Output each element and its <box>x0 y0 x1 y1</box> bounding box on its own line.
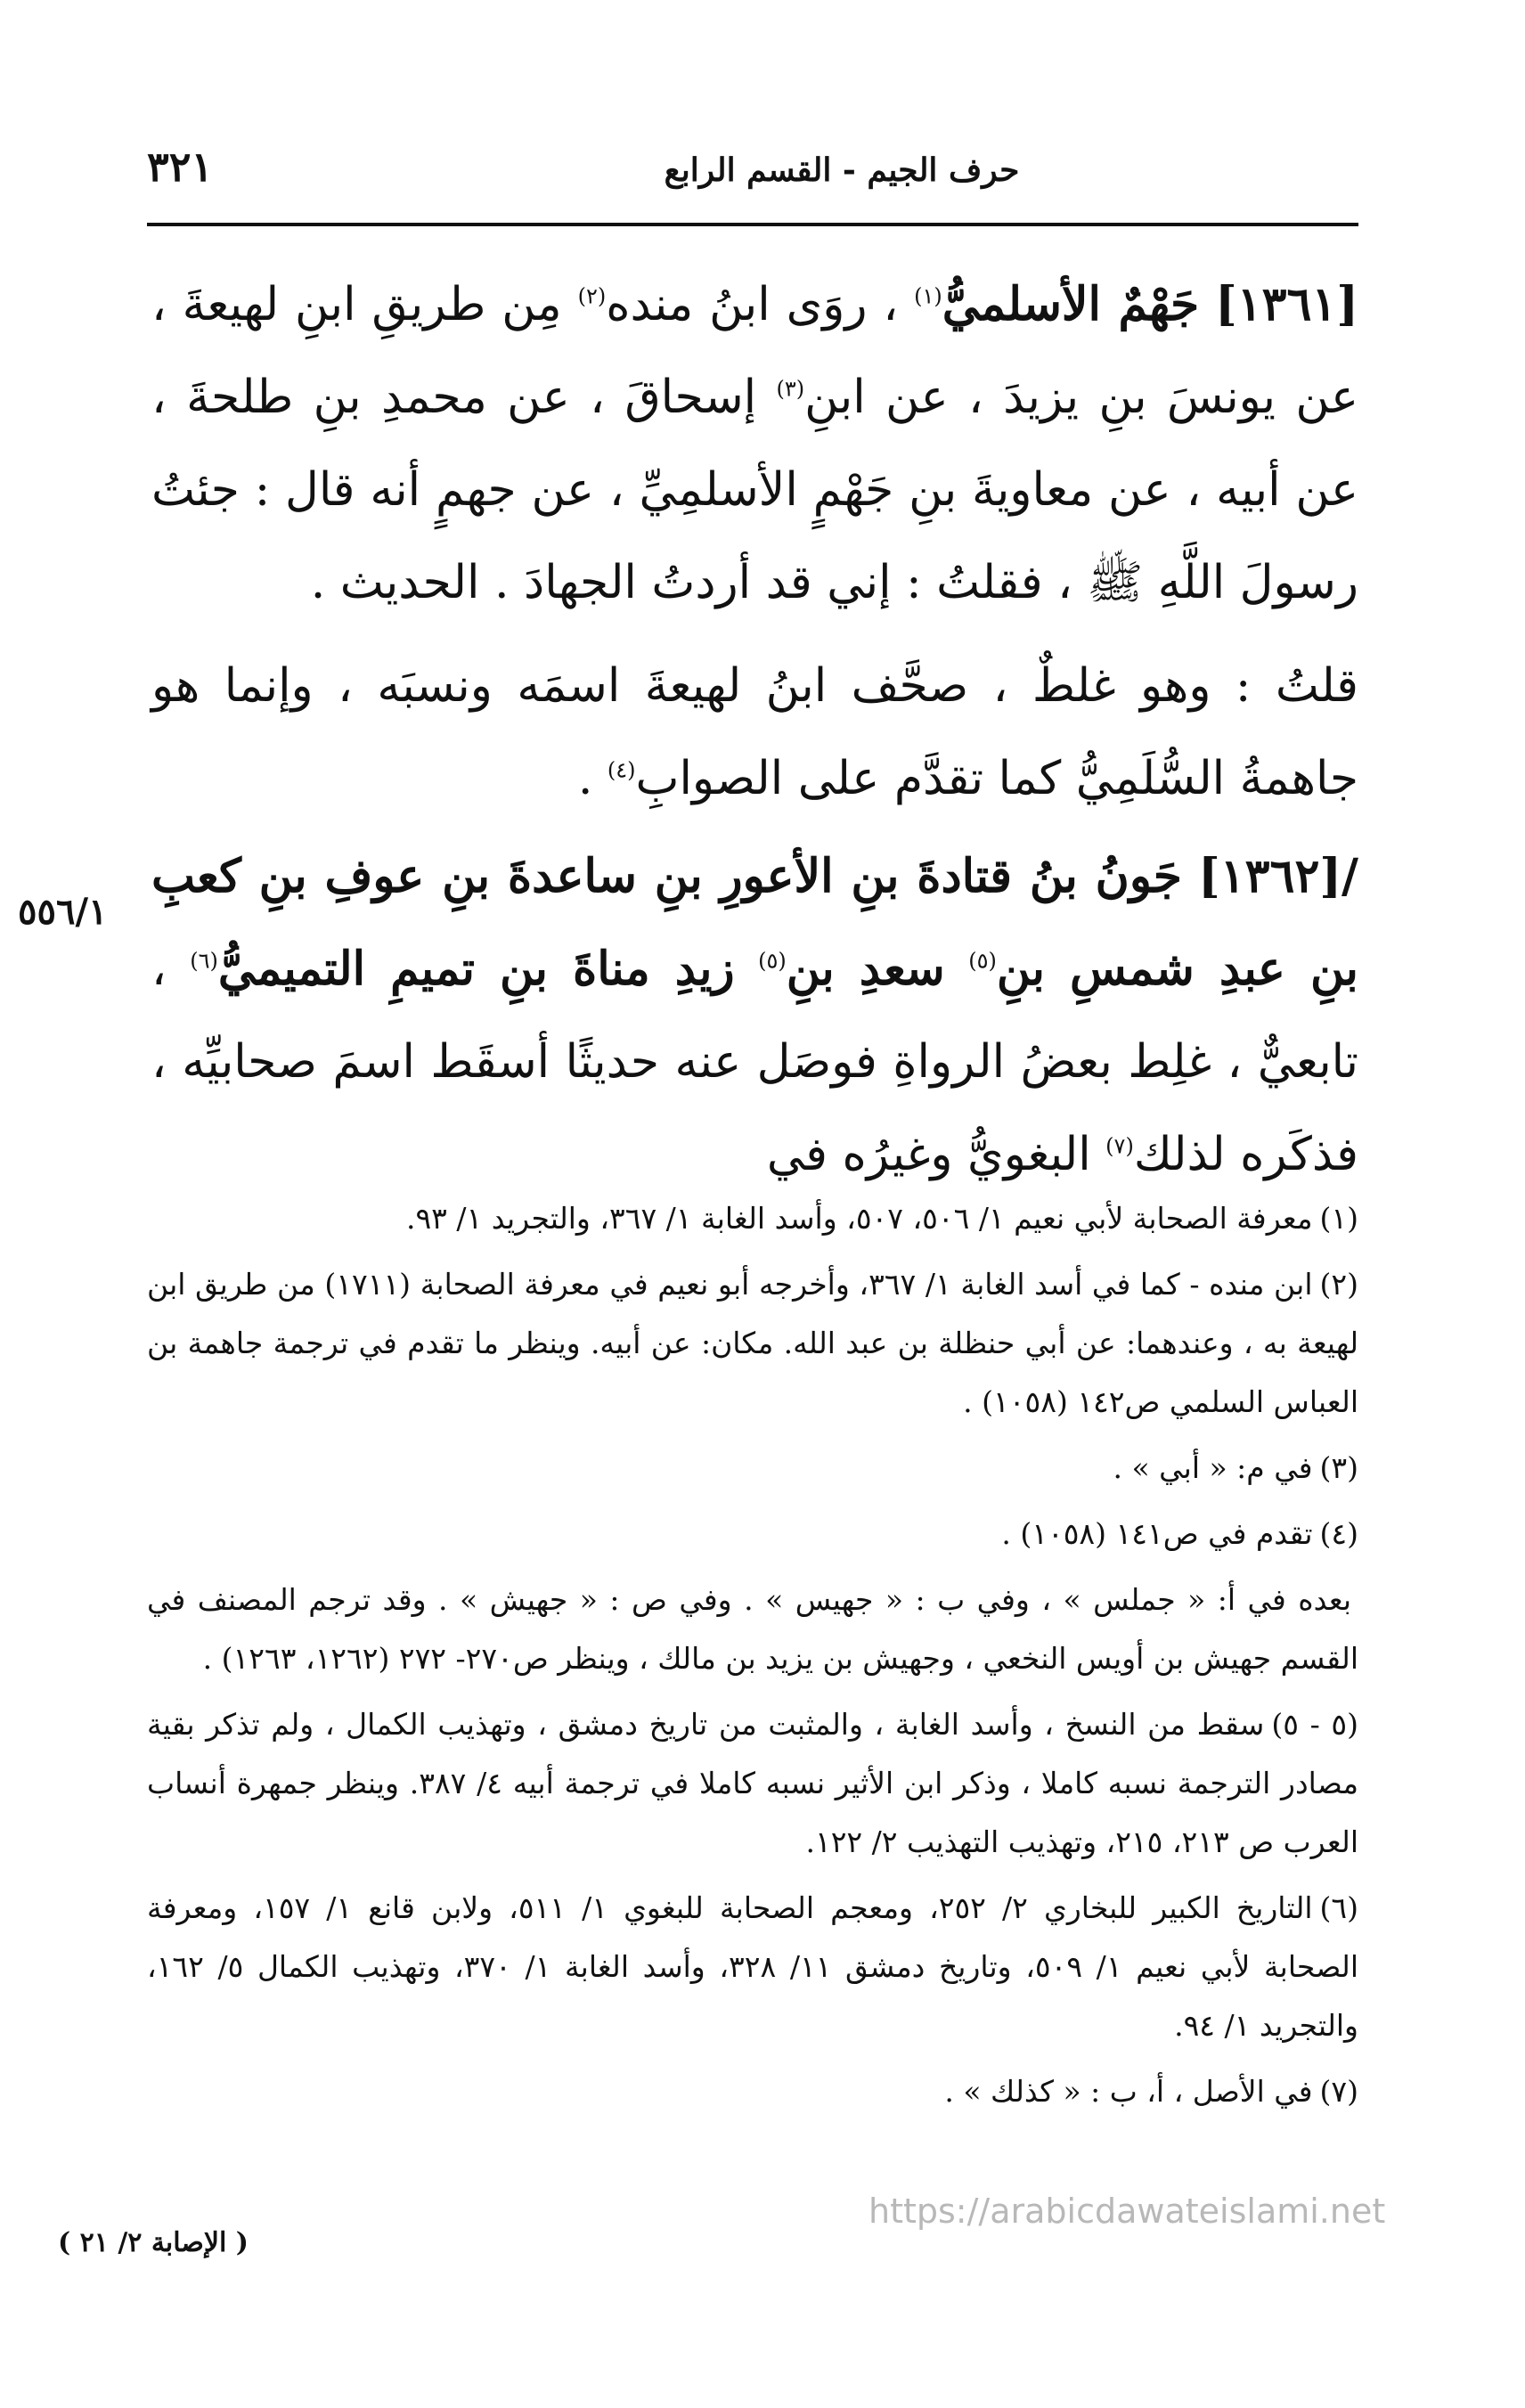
editor-note <box>151 640 1358 825</box>
footnote-text: بعده في أ: « جملس » ، وفي ب : « جهيس » . وفي ص : « جهيش » . وقد ترجم المصنف في القسم جهيش بن أويس النخعي ، وجهيش بن يزيد بن مالك ، وينظر ص٢٧٠- ٢٧٢ (١٢٦٢، ١٢٦٣) . <box>147 1582 1358 1676</box>
footnote <box>147 2062 1358 2121</box>
entry-name-part: زيدِ مناةَ بنِ تميمِ التميميُّ <box>217 942 735 996</box>
footnote <box>147 1439 1358 1498</box>
margin-volume-reference: ٥٥٦/١ <box>18 891 108 933</box>
footnote-text: معرفة الصحابة لأبي نعيم ١/ ٥٠٦، ٥٠٧، وأسد الغابة ١/ ٣٦٧، والتجريد ١/ ٩٣. <box>405 1201 1313 1236</box>
footnote-text: ابن منده - كما في أسد الغابة ١/ ٣٦٧، وأخرجه أبو نعيم في معرفة الصحابة (١٧١١) من طريق ابن لهيعة به ، وعندهما: عن أبي حنظلة بن عبد الله. مكان: عن أبيه. وينظر ما تقدم في ترجمة جاهمة بن العباس السلمي ص١٤٢ (١٠٥٨) . <box>147 1267 1358 1419</box>
footnote-number: (٦) <box>1319 1890 1359 1925</box>
footnote <box>147 1695 1358 1872</box>
footnote <box>147 1505 1358 1563</box>
entry-name: جَونُ بنُ قتادةَ بنِ الأعورِ بنِ ساعدةَ بنِ عوفِ بنِ كعبِ بنِ عبدِ شمسِ بنِ <box>151 849 1359 996</box>
entry-1362 <box>151 830 1358 1201</box>
footnote <box>147 1879 1358 2055</box>
footnote-ref: (٧) <box>1105 1133 1134 1159</box>
entry-text: مِن طريقِ ابنِ لهيعةَ ، عن يونسَ بنِ يزيدَ ، عن ابنِ <box>151 278 1359 424</box>
entry-text: ، تابعيٌّ ، غلِط بعضُ الرواةِ فوصَل عنه حديثًا أسقَط اسمَ صحابيِّه ، فذكَره لذلك <box>151 943 1358 1181</box>
footnote-number: (١) <box>1319 1201 1358 1236</box>
footnote <box>147 1571 1358 1688</box>
footnote-number: (٢) <box>1319 1267 1359 1302</box>
note-end: . <box>577 752 593 805</box>
entry-number: [١٣٦١] <box>1215 277 1359 331</box>
footnote-ref: (٤) <box>607 757 636 783</box>
footnote <box>147 1255 1358 1432</box>
footnote-ref: (٥) <box>968 948 997 974</box>
footnote-ref: (٥) <box>758 948 787 974</box>
note-text: قلتُ : وهو غلطٌ ، صحَّف ابنُ لهيعةَ اسمَه ونسبَه ، وإنما هو جاهمةُ السُّلَمِيُّ كما تقدَّم على الصوابِ <box>151 659 1358 805</box>
footnotes <box>147 1189 1358 2128</box>
footnote-ref: (٦) <box>190 948 218 974</box>
entry-text: البغويُّ وغيرُه في <box>766 1128 1091 1181</box>
entry-1361 <box>151 258 1358 629</box>
main-text <box>151 258 1358 1206</box>
entry-slash: / <box>1342 849 1359 903</box>
entry-name: جَهْمٌ الأسلميُّ <box>942 277 1200 331</box>
footnote-number: (٤) <box>1319 1516 1358 1551</box>
footnote-ref: (١) <box>914 283 942 309</box>
watermark-url: https://arabicdawateislami.net <box>869 2192 1386 2231</box>
signature-mark: ( الإصابة ٢/ ٢١ ) <box>58 2227 249 2258</box>
running-title: حرف الجيم - القسم الرابع <box>664 151 1020 189</box>
entry-text: إسحاقَ ، عن محمدِ بنِ طلحةَ ، عن أبيه ، عن معاويةَ بنِ جَهْمٍ الأسلمِيِّ ، عن جهمٍ أنه قال : جئتُ رسولَ اللَّهِ ﷺ ، فقلتُ : إني قد أردتُ الجهادَ . الحديث . <box>151 371 1358 609</box>
footnote-ref: (٣) <box>776 376 805 402</box>
footnote <box>147 1189 1358 1248</box>
page-number: ٣٢١ <box>147 143 214 191</box>
footnote-text: في م: « أبي » . <box>1113 1450 1313 1485</box>
footnote-number: (٧) <box>1319 2074 1358 2109</box>
entry-number: [١٣٦٢] <box>1198 849 1342 903</box>
footnote-text: تقدم في ص١٤١ (١٠٥٨) . <box>1001 1516 1313 1551</box>
footnote-text: سقط من النسخ ، وأسد الغابة ، والمثبت من تاريخ دمشق ، وتهذيب الكمال ، ولم تذكر بقية مصادر الترجمة نسبه كاملا ، وذكر ابن الأثير نسبه كاملا في ترجمة أبيه ٤/ ٣٨٧. وينظر جمهرة أنساب العرب ص ٢١٣، ٢١٥، وتهذيب التهذيب ٢/ ١٢٢. <box>147 1707 1359 1859</box>
footnote-text: في الأصل ، أ، ب : « كذلك » . <box>944 2074 1313 2109</box>
entry-name-part: سعدِ بنِ <box>786 942 945 996</box>
footnote-text: التاريخ الكبير للبخاري ٢/ ٢٥٢، ومعجم الصحابة للبغوي ١/ ٥١١، ولابن قانع ١/ ١٥٧، ومعرفة الصحابة لأبي نعيم ١/ ٥٠٩، وتاريخ دمشق ١١/ ٣٢٨، وأسد الغابة ١/ ٣٧٠، وتهذيب الكمال ٥/ ١٦٢، والتجريد ١/ ٩٤. <box>147 1890 1359 2043</box>
entry-text: ، روَى ابنُ منده <box>606 278 899 331</box>
page-header <box>147 143 1358 214</box>
footnote-number: (٥ - ٥) <box>1271 1707 1358 1742</box>
footnote-number: (٣) <box>1319 1450 1358 1485</box>
header-rule <box>147 223 1358 226</box>
footnote-ref: (٢) <box>577 283 607 309</box>
